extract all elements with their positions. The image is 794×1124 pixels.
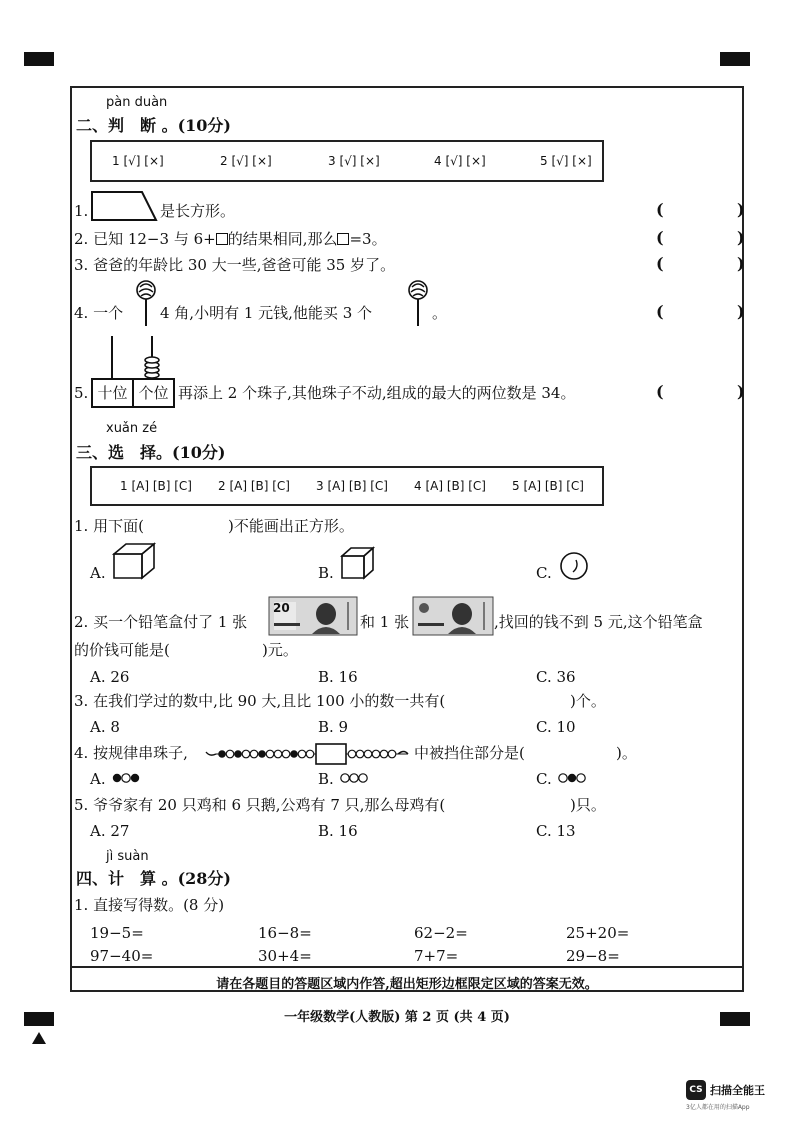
banknote-20-value: 20 — [273, 601, 290, 615]
orientation-triangle-icon — [32, 1032, 46, 1044]
choice-q4-option-b-label: B. — [318, 770, 334, 788]
choice-q2-part-d: 的价钱可能是( — [74, 641, 170, 659]
choice-q1-part-a: 1. 用下面( — [74, 517, 144, 535]
choice-q4-option-c-label: C. — [536, 770, 552, 788]
calc-r1-c2: 16−8= — [258, 924, 312, 942]
judge-option-3[interactable]: 3 [√] [×] — [328, 154, 380, 168]
choice-q3-part-b: )个。 — [570, 692, 606, 710]
judge-q4-part-a: 4. 一个 — [74, 304, 124, 322]
choice-q2-part-e: )元。 — [262, 641, 298, 659]
judge-option-4[interactable]: 4 [√] [×] — [434, 154, 486, 168]
judge-option-1[interactable]: 1 [√] [×] — [112, 154, 164, 168]
abacus-figure — [94, 334, 176, 378]
section3-pinyin: xuǎn zé — [106, 421, 158, 436]
choice-option-2[interactable]: 2 [A] [B] [C] — [218, 479, 290, 493]
parallelogram-figure — [90, 190, 158, 222]
scanner-watermark — [686, 1080, 786, 1114]
choice-q2-part-a: 2. 买一个铅笔盒付了 1 张 — [74, 613, 248, 631]
judge-q2-part-a: 2. 已知 12−3 与 6+ — [74, 230, 216, 248]
choice-q5-option-c: C. 13 — [536, 822, 576, 840]
choice-q2-option-a: A. 26 — [90, 668, 130, 686]
section4-pinyin: jì suàn — [106, 849, 149, 864]
scanner-logo-icon: CS — [686, 1080, 706, 1100]
judge-q1-paren-open: ( — [656, 200, 664, 219]
abacus-tens-label: 十位 — [93, 380, 134, 406]
cylinder-top-icon — [558, 550, 592, 584]
section4-title: 四、计 算 。(28分) — [76, 869, 231, 888]
choice-q3-option-c: C. 10 — [536, 718, 576, 736]
banknote-20-icon — [268, 596, 358, 636]
judge-q4-part-c: 。 — [432, 304, 448, 322]
abacus-ones-label: 个位 — [138, 384, 169, 402]
calc-r2-c1: 97−40= — [90, 947, 154, 965]
calc-r1-c1: 19−5= — [90, 924, 144, 942]
beads-option-b-icon — [338, 770, 372, 786]
choice-option-1[interactable]: 1 [A] [B] [C] — [120, 479, 192, 493]
registration-mark-top-left — [24, 52, 54, 66]
choice-option-4[interactable]: 4 [A] [B] [C] — [414, 479, 486, 493]
choice-q1-part-b: )不能画出正方形。 — [228, 517, 354, 535]
judge-q3-paren-close: ) — [737, 254, 745, 273]
judge-q1-number: 1. — [74, 202, 89, 220]
choice-q1-option-a-label: A. — [90, 564, 106, 582]
cube-icon — [340, 546, 376, 580]
choice-q4-part-c: )。 — [616, 744, 637, 762]
choice-q5-option-a: A. 27 — [90, 822, 130, 840]
judge-q3-paren-open: ( — [656, 254, 664, 273]
choice-q5-option-b: B. 16 — [318, 822, 358, 840]
choice-q4-part-b: 中被挡住部分是( — [414, 744, 525, 762]
judge-q2-part-b: 的结果相同,那么 — [227, 230, 338, 248]
cuboid-icon — [112, 542, 156, 580]
choice-q2-option-c: C. 36 — [536, 668, 576, 686]
beads-option-a-icon — [110, 770, 144, 786]
choice-option-3[interactable]: 3 [A] [B] [C] — [316, 479, 388, 493]
calc-r2-c4: 29−8= — [566, 947, 620, 965]
choice-q1-option-b-label: B. — [318, 564, 334, 582]
choice-q2-part-b: 和 1 张 — [360, 613, 410, 631]
choice-q3-part-a: 3. 在我们学过的数中,比 90 大,且比 100 小的数一共有( — [74, 692, 446, 710]
registration-mark-top-right — [720, 52, 750, 66]
bead-string-pattern — [204, 740, 410, 766]
judge-q2-paren-close: ) — [737, 228, 745, 247]
judge-q4-paren-close: ) — [737, 302, 745, 321]
judge-q2-part-c: =3。 — [349, 230, 387, 248]
choice-q3-option-b: B. 9 — [318, 718, 349, 736]
calc-r1-c4: 25+20= — [566, 924, 630, 942]
choice-q4-option-a-label: A. — [90, 770, 106, 788]
scanner-name: 扫描全能王 — [710, 1084, 765, 1097]
calc-r2-c2: 30+4= — [258, 947, 312, 965]
judge-q1-text: 是长方形。 — [160, 202, 236, 220]
lollipop-icon — [134, 278, 158, 328]
blank-square-icon — [337, 233, 349, 245]
calc-r1-c3: 62−2= — [414, 924, 468, 942]
judge-q1-paren-close: ) — [737, 200, 745, 219]
page-footer: 一年级数学(人教版) 第 2 页 (共 4 页) — [284, 1010, 510, 1025]
judge-q5-paren-open: ( — [656, 382, 664, 401]
abacus-base — [91, 378, 175, 408]
choice-q5-part-b: )只。 — [570, 796, 606, 814]
beads-option-c-icon — [556, 770, 590, 786]
judge-q4-paren-open: ( — [656, 302, 664, 321]
judge-q5-text: 再添上 2 个珠子,其他珠子不动,组成的最大的两位数是 34。 — [178, 384, 576, 402]
choice-option-5[interactable]: 5 [A] [B] [C] — [512, 479, 584, 493]
section3-title: 三、选 择。(10分) — [76, 443, 226, 462]
choice-q4-part-a: 4. 按规律串珠子, — [74, 744, 188, 762]
section2-title: 二、判 断 。(10分) — [76, 116, 231, 135]
footer-note: 请在各题目的答题区域内作答,超出矩形边框限定区域的答案无效。 — [216, 977, 598, 992]
section2-pinyin: pàn duàn — [106, 95, 168, 110]
banknote-icon — [412, 596, 494, 636]
choice-q2-part-c: ,找回的钱不到 5 元,这个铅笔盒 — [494, 613, 703, 631]
judge-q2-text — [74, 230, 387, 248]
choice-q2-option-b: B. 16 — [318, 668, 358, 686]
section4-sub1: 1. 直接写得数。(8 分) — [74, 896, 225, 914]
footer-note-bar — [70, 966, 744, 992]
choice-q3-option-a: A. 8 — [90, 718, 120, 736]
judge-q4-part-b: 4 角,小明有 1 元钱,他能买 3 个 — [160, 304, 373, 322]
scanner-sub: 3亿人都在用的扫描App — [686, 1104, 750, 1111]
section2-answer-box — [90, 140, 604, 182]
blank-square-icon — [216, 233, 228, 245]
choice-q5-part-a: 5. 爷爷家有 20 只鸡和 6 只鹅,公鸡有 7 只,那么母鸡有( — [74, 796, 446, 814]
judge-option-2[interactable]: 2 [√] [×] — [220, 154, 272, 168]
choice-q1-option-c-label: C. — [536, 564, 552, 582]
judge-q5-number: 5. — [74, 384, 89, 402]
answer-frame — [70, 86, 744, 992]
lollipop-icon — [406, 278, 430, 328]
judge-q3-text: 3. 爸爸的年龄比 30 大一些,爸爸可能 35 岁了。 — [74, 256, 396, 274]
judge-q2-paren-open: ( — [656, 228, 664, 247]
judge-option-5[interactable]: 5 [√] [×] — [540, 154, 592, 168]
calc-r2-c3: 7+7= — [414, 947, 459, 965]
section3-answer-box — [90, 466, 604, 506]
judge-q5-paren-close: ) — [737, 382, 745, 401]
